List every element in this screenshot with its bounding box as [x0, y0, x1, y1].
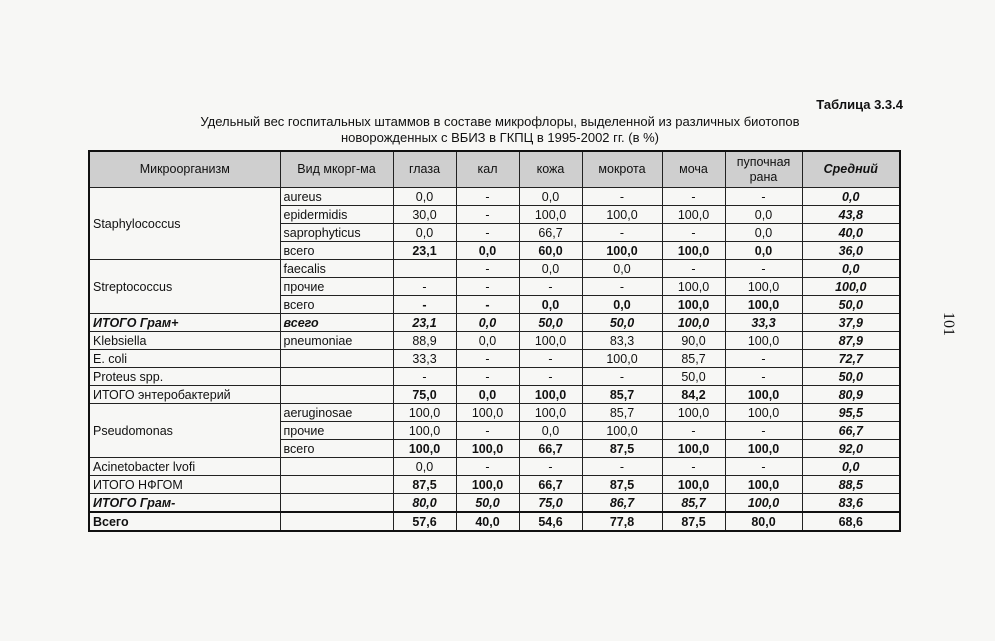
cell-sputum: 83,3 — [582, 332, 662, 350]
cell-average: 50,0 — [802, 296, 900, 314]
cell-species: всего — [280, 296, 393, 314]
cell-stool: - — [456, 350, 519, 368]
cell-microorganism: ИТОГО Грам+ — [89, 314, 280, 332]
cell-average: 68,6 — [802, 512, 900, 531]
cell-stool: 0,0 — [456, 242, 519, 260]
cell-eyes: 30,0 — [393, 206, 456, 224]
cell-sputum: 86,7 — [582, 494, 662, 513]
cell-sputum: 100,0 — [582, 422, 662, 440]
cell-urine: 50,0 — [662, 368, 725, 386]
microflora-table — [88, 150, 901, 532]
cell-urine: 84,2 — [662, 386, 725, 404]
cell-microorganism: ИТОГО энтеробактерий — [89, 386, 280, 404]
cell-stool: - — [456, 188, 519, 206]
table-row — [89, 332, 900, 350]
cell-average: 0,0 — [802, 260, 900, 278]
cell-species: прочие — [280, 278, 393, 296]
cell-umbilical: 100,0 — [725, 404, 802, 422]
table-row — [89, 350, 900, 368]
cell-sputum: - — [582, 278, 662, 296]
header-umbilical-wound: пупочная рана — [725, 151, 802, 188]
cell-eyes: 57,6 — [393, 512, 456, 531]
cell-urine: - — [662, 260, 725, 278]
cell-skin: 54,6 — [519, 512, 582, 531]
cell-skin: - — [519, 368, 582, 386]
cell-species — [280, 512, 393, 531]
table-row — [89, 368, 900, 386]
cell-skin: 100,0 — [519, 386, 582, 404]
cell-urine: 87,5 — [662, 512, 725, 531]
cell-sputum: - — [582, 368, 662, 386]
header-eyes: глаза — [393, 151, 456, 188]
cell-skin: - — [519, 350, 582, 368]
cell-eyes: 75,0 — [393, 386, 456, 404]
cell-umbilical: 100,0 — [725, 332, 802, 350]
cell-urine: 100,0 — [662, 404, 725, 422]
cell-urine: - — [662, 458, 725, 476]
cell-sputum: 85,7 — [582, 404, 662, 422]
cell-sputum: - — [582, 458, 662, 476]
cell-stool: - — [456, 260, 519, 278]
cell-average: 83,6 — [802, 494, 900, 513]
cell-umbilical: 100,0 — [725, 278, 802, 296]
cell-eyes: 100,0 — [393, 404, 456, 422]
cell-skin: 66,7 — [519, 224, 582, 242]
cell-microorganism: Всего — [89, 512, 280, 531]
cell-urine: 100,0 — [662, 242, 725, 260]
cell-skin: - — [519, 458, 582, 476]
cell-urine: 100,0 — [662, 476, 725, 494]
cell-sputum: - — [582, 224, 662, 242]
cell-stool: - — [456, 296, 519, 314]
cell-umbilical: - — [725, 260, 802, 278]
table-row — [89, 386, 900, 404]
cell-urine: 100,0 — [662, 440, 725, 458]
cell-skin: 100,0 — [519, 206, 582, 224]
cell-average: 66,7 — [802, 422, 900, 440]
cell-urine: - — [662, 224, 725, 242]
cell-sputum: 87,5 — [582, 440, 662, 458]
header-stool: кал — [456, 151, 519, 188]
table-row — [89, 512, 900, 531]
cell-sputum: 0,0 — [582, 260, 662, 278]
table-caption-line1: Удельный вес госпитальных штаммов в составе микрофлоры, выделенной из различных биотопов — [200, 114, 800, 129]
cell-microorganism: ИТОГО Грам- — [89, 494, 280, 513]
cell-average: 80,9 — [802, 386, 900, 404]
cell-skin: 100,0 — [519, 332, 582, 350]
cell-microorganism: Streptococcus — [89, 260, 280, 314]
cell-species — [280, 476, 393, 494]
cell-microorganism: Klebsiella — [89, 332, 280, 350]
cell-stool: 100,0 — [456, 476, 519, 494]
cell-average: 37,9 — [802, 314, 900, 332]
cell-urine: - — [662, 422, 725, 440]
cell-eyes: - — [393, 278, 456, 296]
cell-urine: 85,7 — [662, 494, 725, 513]
cell-stool: 100,0 — [456, 404, 519, 422]
cell-skin: 0,0 — [519, 260, 582, 278]
cell-sputum: - — [582, 188, 662, 206]
cell-microorganism: E. coli — [89, 350, 280, 368]
cell-urine: 90,0 — [662, 332, 725, 350]
cell-species — [280, 350, 393, 368]
cell-eyes: - — [393, 368, 456, 386]
cell-average: 72,7 — [802, 350, 900, 368]
cell-umbilical: 0,0 — [725, 206, 802, 224]
cell-skin: - — [519, 278, 582, 296]
cell-eyes: 88,9 — [393, 332, 456, 350]
cell-species — [280, 368, 393, 386]
cell-sputum: 87,5 — [582, 476, 662, 494]
cell-umbilical: - — [725, 350, 802, 368]
table-row — [89, 404, 900, 422]
cell-umbilical: - — [725, 422, 802, 440]
cell-umbilical: - — [725, 368, 802, 386]
cell-average: 50,0 — [802, 368, 900, 386]
cell-urine: 100,0 — [662, 314, 725, 332]
cell-skin: 0,0 — [519, 188, 582, 206]
cell-species: pneumoniae — [280, 332, 393, 350]
cell-sputum: 100,0 — [582, 350, 662, 368]
cell-stool: - — [456, 422, 519, 440]
cell-stool: - — [456, 278, 519, 296]
cell-umbilical: 100,0 — [725, 494, 802, 513]
cell-eyes: 80,0 — [393, 494, 456, 513]
cell-stool: - — [456, 224, 519, 242]
cell-umbilical: 100,0 — [725, 296, 802, 314]
table-body — [89, 188, 900, 532]
header-species: Вид мкорг-ма — [280, 151, 393, 188]
cell-urine: 100,0 — [662, 278, 725, 296]
cell-umbilical: - — [725, 458, 802, 476]
cell-average: 43,8 — [802, 206, 900, 224]
cell-stool: 40,0 — [456, 512, 519, 531]
cell-sputum: 77,8 — [582, 512, 662, 531]
cell-eyes — [393, 260, 456, 278]
cell-sputum: 100,0 — [582, 206, 662, 224]
cell-eyes: 23,1 — [393, 314, 456, 332]
cell-average: 36,0 — [802, 242, 900, 260]
cell-stool: 0,0 — [456, 332, 519, 350]
cell-skin: 50,0 — [519, 314, 582, 332]
cell-stool: - — [456, 206, 519, 224]
cell-microorganism: Staphylococcus — [89, 188, 280, 260]
cell-skin: 75,0 — [519, 494, 582, 513]
cell-species: всего — [280, 440, 393, 458]
cell-eyes: - — [393, 296, 456, 314]
cell-species — [280, 494, 393, 513]
cell-stool: 0,0 — [456, 386, 519, 404]
cell-species: aeruginosae — [280, 404, 393, 422]
header-microorganism: Микроорганизм — [89, 151, 280, 188]
cell-microorganism: Pseudomonas — [89, 404, 280, 458]
cell-umbilical: 33,3 — [725, 314, 802, 332]
table-row — [89, 188, 900, 206]
cell-eyes: 0,0 — [393, 188, 456, 206]
cell-sputum: 0,0 — [582, 296, 662, 314]
cell-sputum: 100,0 — [582, 242, 662, 260]
cell-microorganism: Acinetobacter lvofi — [89, 458, 280, 476]
cell-average: 100,0 — [802, 278, 900, 296]
cell-umbilical: 80,0 — [725, 512, 802, 531]
table-row — [89, 476, 900, 494]
cell-skin: 0,0 — [519, 296, 582, 314]
cell-species: прочие — [280, 422, 393, 440]
cell-eyes: 0,0 — [393, 224, 456, 242]
cell-species: всего — [280, 314, 393, 332]
cell-umbilical: 0,0 — [725, 224, 802, 242]
cell-average: 0,0 — [802, 188, 900, 206]
cell-eyes: 23,1 — [393, 242, 456, 260]
cell-stool: 0,0 — [456, 314, 519, 332]
cell-stool: 50,0 — [456, 494, 519, 513]
cell-urine: 100,0 — [662, 206, 725, 224]
header-average: Средний — [802, 151, 900, 188]
cell-skin: 60,0 — [519, 242, 582, 260]
cell-average: 40,0 — [802, 224, 900, 242]
cell-urine: 85,7 — [662, 350, 725, 368]
cell-umbilical: 0,0 — [725, 242, 802, 260]
cell-sputum: 50,0 — [582, 314, 662, 332]
header-skin: кожа — [519, 151, 582, 188]
table-label: Таблица 3.3.4 — [816, 97, 903, 112]
cell-species — [280, 386, 393, 404]
header-urine: моча — [662, 151, 725, 188]
cell-skin: 66,7 — [519, 440, 582, 458]
cell-species: всего — [280, 242, 393, 260]
cell-microorganism: ИТОГО НФГОМ — [89, 476, 280, 494]
cell-stool: 100,0 — [456, 440, 519, 458]
cell-eyes: 100,0 — [393, 422, 456, 440]
cell-umbilical: 100,0 — [725, 476, 802, 494]
cell-skin: 66,7 — [519, 476, 582, 494]
cell-species: faecalis — [280, 260, 393, 278]
table-row — [89, 314, 900, 332]
cell-skin: 100,0 — [519, 404, 582, 422]
cell-umbilical: 100,0 — [725, 440, 802, 458]
cell-stool: - — [456, 368, 519, 386]
cell-eyes: 33,3 — [393, 350, 456, 368]
table-row — [89, 494, 900, 513]
cell-stool: - — [456, 458, 519, 476]
cell-average: 87,9 — [802, 332, 900, 350]
cell-average: 88,5 — [802, 476, 900, 494]
cell-average: 92,0 — [802, 440, 900, 458]
cell-species: saprophyticus — [280, 224, 393, 242]
header-row — [89, 151, 900, 188]
page-number: 101 — [940, 312, 957, 336]
cell-species — [280, 458, 393, 476]
cell-urine: - — [662, 188, 725, 206]
cell-eyes: 0,0 — [393, 458, 456, 476]
table-row — [89, 260, 900, 278]
header-sputum: мокрота — [582, 151, 662, 188]
cell-species: epidermidis — [280, 206, 393, 224]
cell-eyes: 100,0 — [393, 440, 456, 458]
cell-umbilical: 100,0 — [725, 386, 802, 404]
cell-species: aureus — [280, 188, 393, 206]
cell-average: 95,5 — [802, 404, 900, 422]
cell-sputum: 85,7 — [582, 386, 662, 404]
cell-umbilical: - — [725, 188, 802, 206]
cell-microorganism: Proteus spp. — [89, 368, 280, 386]
cell-urine: 100,0 — [662, 296, 725, 314]
table-row — [89, 458, 900, 476]
table-caption-line2: новорожденных с ВБИЗ в ГКПЦ в 1995-2002 гг. (в %) — [340, 130, 660, 145]
cell-eyes: 87,5 — [393, 476, 456, 494]
cell-average: 0,0 — [802, 458, 900, 476]
cell-skin: 0,0 — [519, 422, 582, 440]
